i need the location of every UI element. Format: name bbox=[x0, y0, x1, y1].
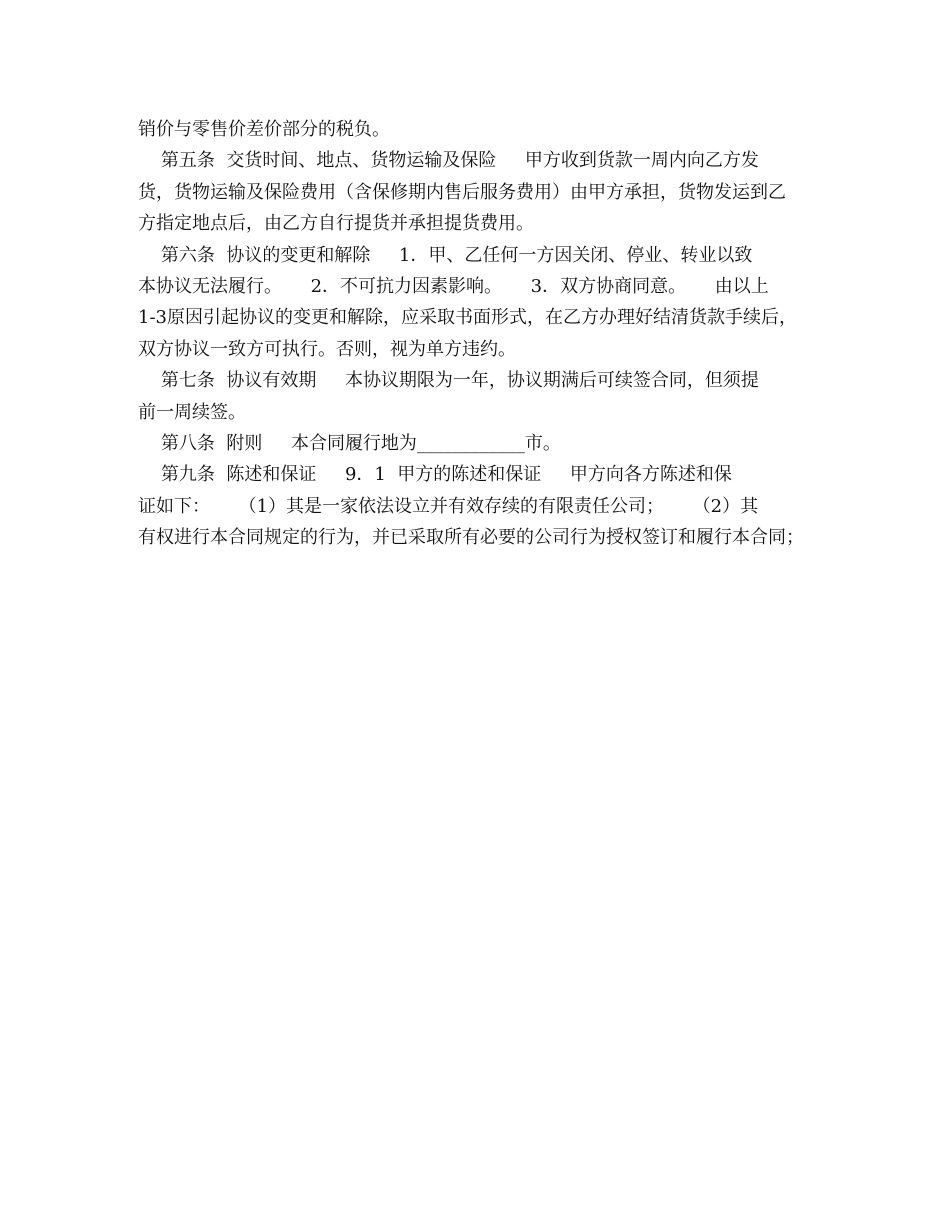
text-line: 销价与零售价差价部分的税负。 bbox=[138, 119, 390, 140]
text-line: 第五条 交货时间、地点、货物运输及保险 甲方收到货款一周内向乙方发 bbox=[138, 150, 759, 172]
text-line: 第九条 陈述和保证 9．1 甲方的陈述和保证 甲方向各方陈述和保 bbox=[138, 464, 732, 486]
text-line: 第七条 协议有效期 本协议期限为一年，协议期满后可续签合同，但须提 bbox=[138, 370, 759, 392]
text-line: 证如下： （1）其是一家依法设立并有效存续的有限责任公司； （2）其 bbox=[138, 495, 759, 517]
contract-text bbox=[138, 114, 828, 553]
text-line: 货，货物运输及保险费用（含保修期内售后服务费用）由甲方承担，货物发运到乙 bbox=[138, 181, 786, 203]
text-line: 第八条 附则 本合同履行地为____________市。 bbox=[138, 432, 561, 454]
text-line: 双方协议一致方可执行。否则，视为单方违约。 bbox=[138, 338, 516, 360]
text-line: 有权进行本合同规定的行为，并已采取所有必要的公司行为授权签订和履行本合同； bbox=[138, 527, 804, 549]
text-line: 本协议无法履行。 2．不可抗力因素影响。 3．双方协商同意。 由以上 bbox=[138, 275, 769, 297]
text-line: 方指定地点后，由乙方自行提货并承担提货费用。 bbox=[138, 213, 534, 235]
text-line: 前一周续签。 bbox=[138, 401, 246, 423]
text-line: 第六条 协议的变更和解除 1．甲、乙任何一方因关闭、停业、转业以致 bbox=[138, 244, 753, 266]
text-line: 1-3原因引起协议的变更和解除，应采取书面形式，在乙方办理好结清货款手续后， bbox=[138, 307, 797, 329]
